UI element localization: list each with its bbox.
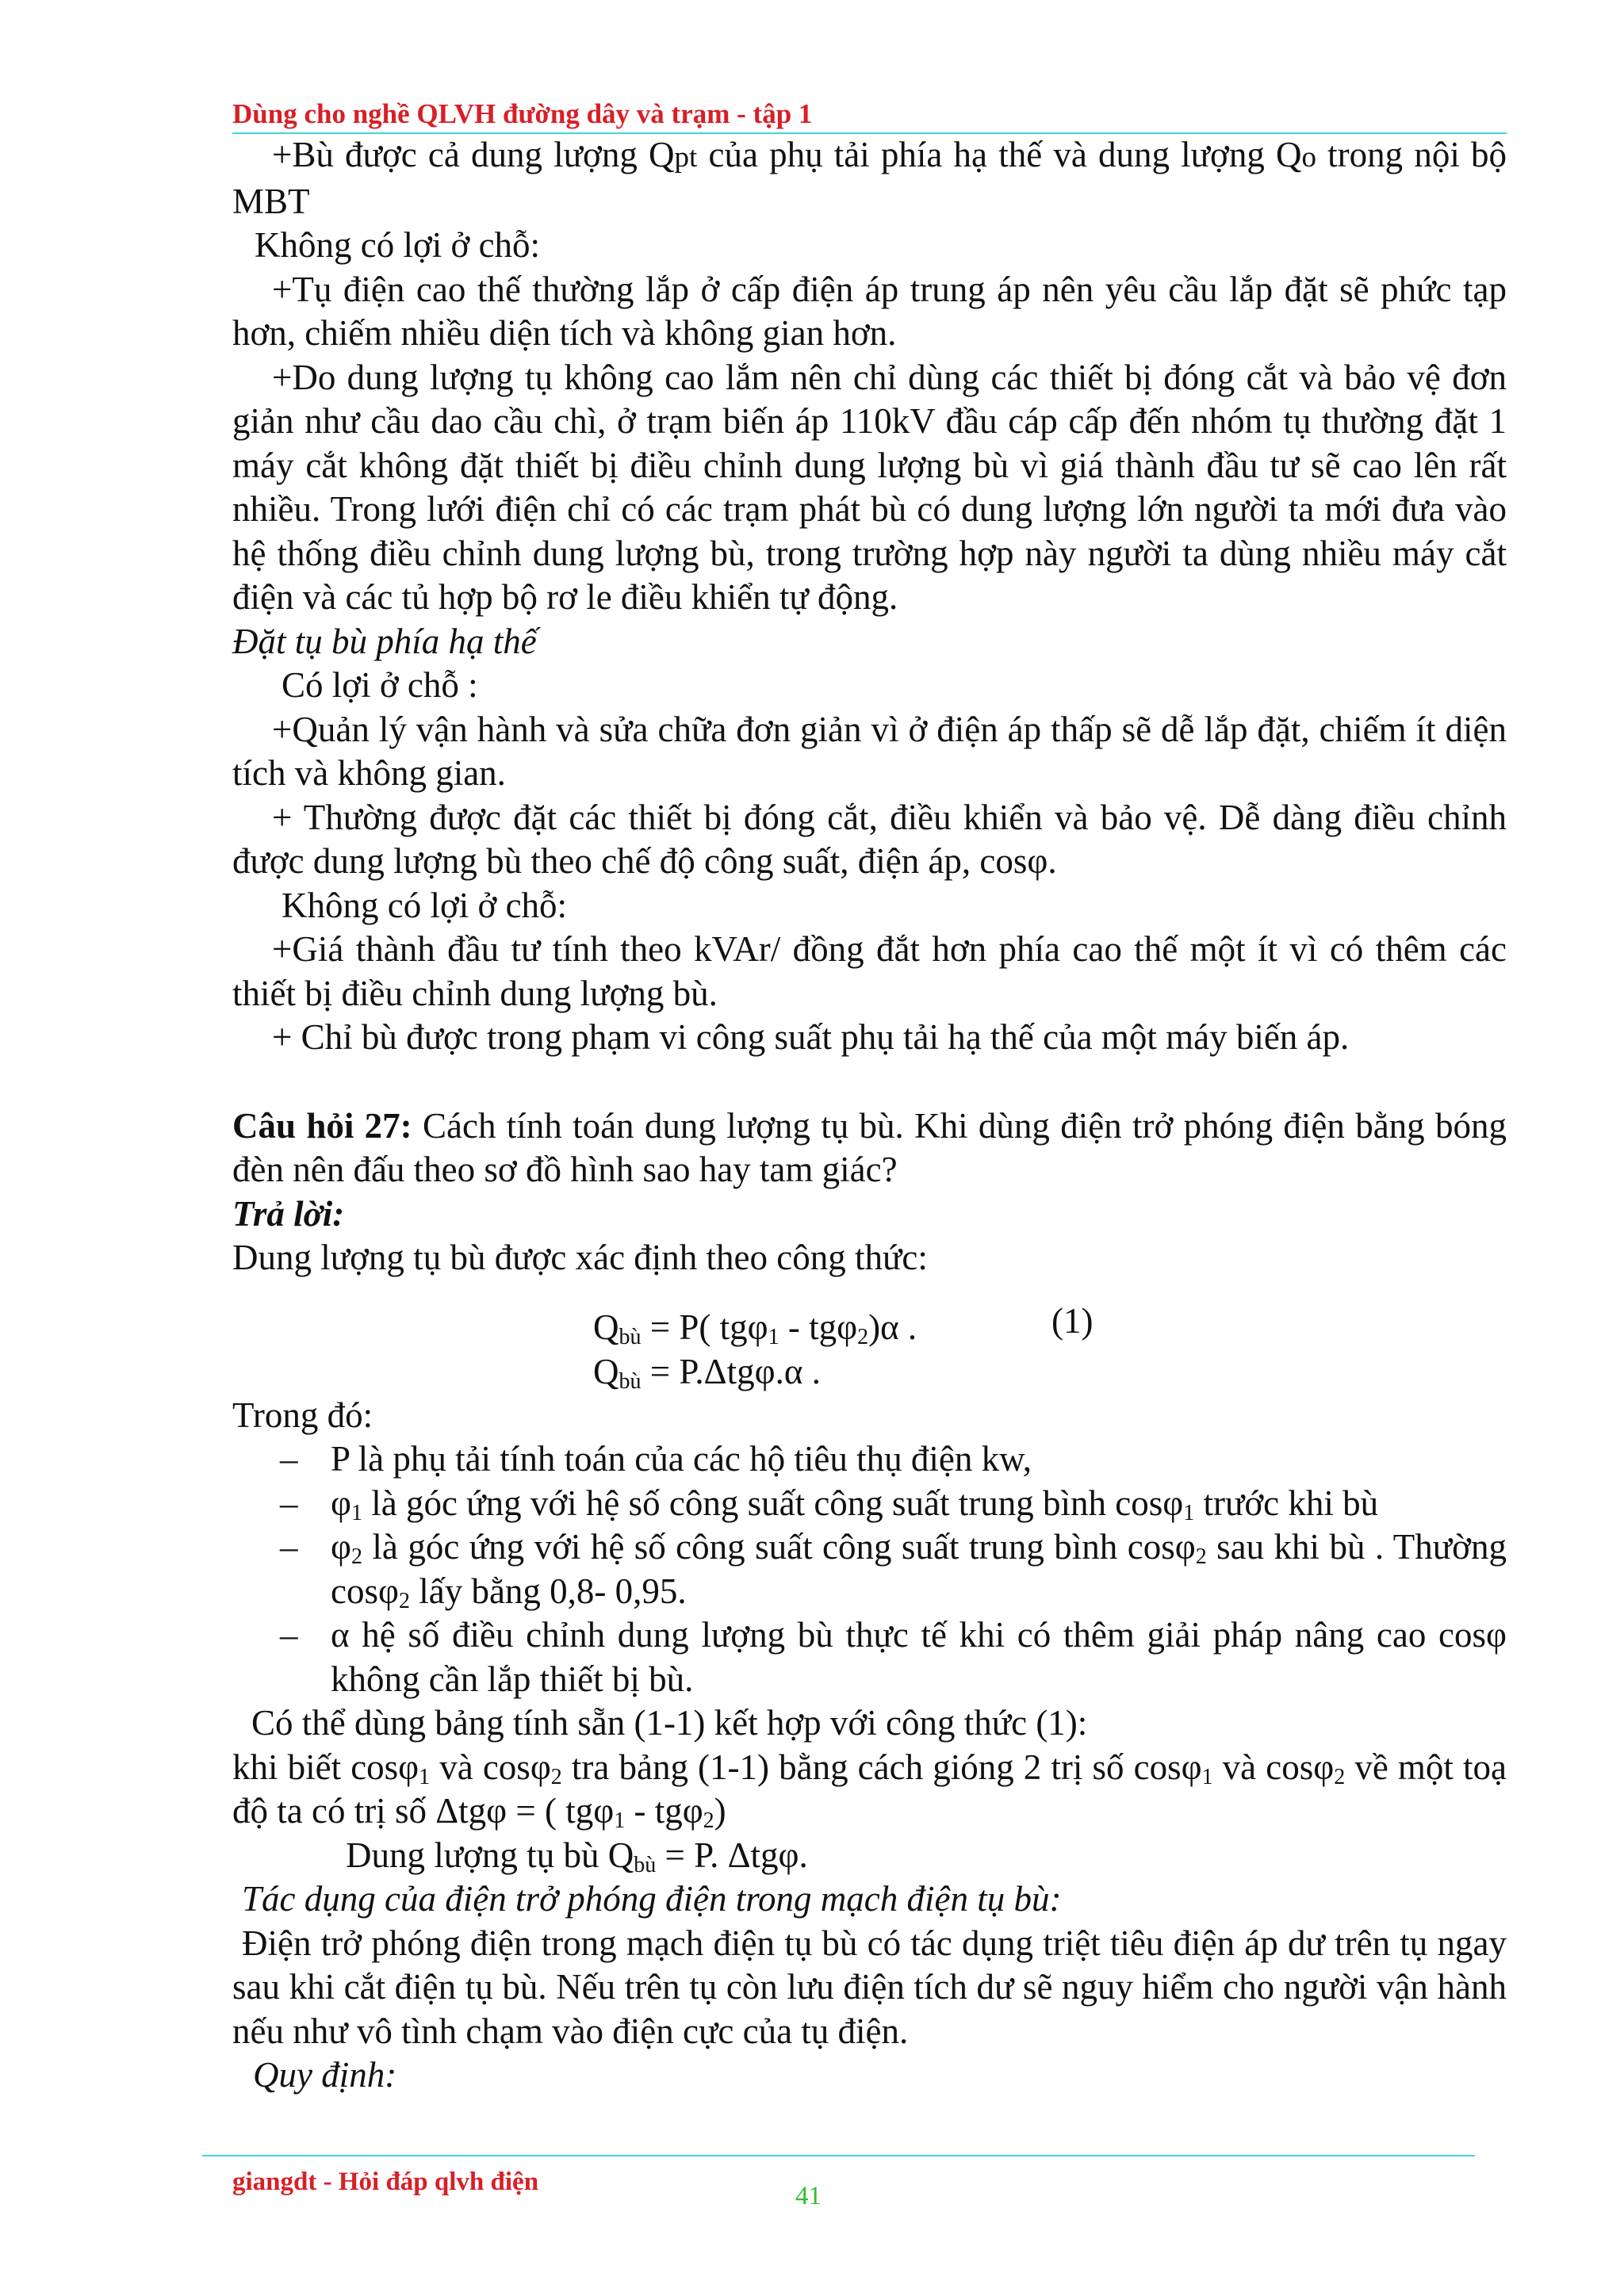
text: = P. Δtgφ. — [656, 1835, 808, 1875]
text: = P.Δtgφ.α . — [641, 1351, 821, 1391]
text: 2 — [1195, 1544, 1207, 1569]
text: 2 — [350, 1544, 362, 1569]
text: α hệ số điều chỉnh dung lượng bù thực tế khi có thêm giải pháp nâng cao cosφ không cần lắp thiết bị bù. — [331, 1615, 1507, 1699]
paragraph: Có lợi ở chỗ : — [282, 665, 478, 705]
text: 2 — [398, 1588, 410, 1613]
text: lấy bằng 0,8- 0,95. — [409, 1571, 687, 1611]
page-header: Dùng cho nghề QLVH đường dây và trạm - tập 1 — [232, 98, 813, 129]
dash-bullet: – — [280, 1615, 298, 1655]
text: khi biết cosφ — [232, 1747, 419, 1787]
page-number: 41 — [795, 2182, 822, 2210]
page-content — [232, 133, 1507, 2098]
paragraph: Không có lợi ở chỗ: — [282, 885, 568, 925]
paragraph: +Giá thành đầu tư tính theo kVAr/ đồng đắt hơn phía cao thế một ít vì có thêm các thiết bị điều chỉnh dung lượng bù. — [232, 929, 1507, 1013]
text: 1 — [350, 1500, 362, 1525]
text: Q — [593, 1351, 619, 1391]
formula-number: (1) — [1051, 1300, 1094, 1341]
answer-label: Trả lời: — [232, 1193, 345, 1234]
text: bù — [619, 1368, 642, 1394]
question-27 — [232, 1104, 1507, 1192]
text: 2 — [1334, 1764, 1346, 1789]
text: bù — [619, 1324, 642, 1349]
paragraph: +Tụ điện cao thế thường lắp ở cấp điện áp trung áp nên yêu cầu lắp đặt sẽ phức tạp hơn, chiếm nhiều diện tích và không gian hơn. — [232, 269, 1507, 353]
question-label: Câu hỏi 27: — [232, 1105, 412, 1146]
list-item — [232, 1482, 1507, 1526]
paragraph: Điện trở phóng điện trong mạch điện tụ bù có tác dụng triệt tiêu điện áp dư trên tụ ngay sau khi cắt điện tụ bù. Nếu trên tụ còn lưu điện tích dư sẽ nguy hiểm cho người vận hành nếu như vô tình chạm vào điện cực của tụ điện. — [232, 1923, 1507, 2051]
text: = P( tgφ — [641, 1307, 768, 1347]
text: 1 — [768, 1324, 779, 1349]
dash-bullet: – — [280, 1439, 298, 1479]
dash-bullet: – — [280, 1483, 298, 1523]
paragraph — [232, 1834, 1507, 1878]
text: của phụ tải phía hạ thế và dung lượng Q — [697, 135, 1302, 174]
subheading: Quy định: — [253, 2055, 397, 2095]
text: φ — [331, 1527, 351, 1567]
page-footer: giangdt - Hỏi đáp qlvh điện — [232, 2168, 539, 2196]
dash-bullet: – — [280, 1527, 298, 1567]
text: o — [1301, 141, 1316, 174]
text: Q — [593, 1307, 619, 1347]
paragraph: Không có lợi ở chỗ: — [255, 225, 541, 265]
paragraph — [232, 133, 1507, 224]
text: 1 — [1183, 1500, 1195, 1525]
text: là góc ứng với hệ số công suất công suất trung bình cosφ — [362, 1527, 1196, 1567]
question-text: Cách tính toán dung lượng tụ bù. Khi dùng điện trở phóng điện bằng bóng đèn nên đấu theo sơ đồ hình sao hay tam giác? — [232, 1105, 1507, 1189]
text: +Bù được cả dung lượng Q — [272, 135, 675, 174]
paragraph: +Do dung lượng tụ không cao lắm nên chỉ dùng các thiết bị đóng cắt và bảo vệ đơn giản như cầu dao cầu chì, ở trạm biến áp 110kV đầu cáp cấp đến nhóm tụ thường đặt 1 máy cắt không đặt thiết bị điều chỉnh dung lượng bù vì giá thành đầu tư sẽ cao lên rất nhiều. Trong lưới điện chỉ có các trạm phát bù có dung lượng lớn người ta mới đưa vào hệ thống điều chỉnh dung lượng bù, trong trường hợp này người ta dùng nhiều máy cắt điện và các tủ hợp bộ rơ le điều khiển tự động. — [232, 357, 1507, 617]
formula-1 — [593, 1306, 917, 1350]
text: về một toạ độ ta có trị số Δtgφ = ( tgφ — [232, 1747, 1507, 1831]
text: 1 — [614, 1808, 626, 1833]
paragraph: Có thể dùng bảng tính sẵn (1-1) kết hợp với công thức (1): — [251, 1703, 1088, 1743]
text: là góc ứng với hệ số công suất công suất trung bình cosφ — [362, 1483, 1184, 1523]
text: 2 — [703, 1808, 714, 1833]
list-item — [232, 1525, 1507, 1613]
text: - tgφ — [779, 1307, 858, 1347]
text: ) — [714, 1791, 726, 1831]
text: trước khi bù — [1194, 1483, 1379, 1523]
text: 1 — [419, 1764, 431, 1789]
text: trong nội bộ MBT — [232, 135, 1507, 221]
text: và cosφ — [1212, 1747, 1335, 1787]
subheading: Tác dụng của điện trở phóng điện trong mạch điện tụ bù: — [242, 1879, 1062, 1919]
text: tra bảng (1-1) bằng cách gióng 2 trị số cosφ — [561, 1747, 1202, 1787]
paragraph: Dung lượng tụ bù được xác định theo công thức: — [232, 1238, 928, 1277]
text: 2 — [550, 1764, 562, 1789]
text: bù — [634, 1852, 657, 1877]
footer-rule — [202, 2155, 1475, 2156]
formula-2 — [593, 1350, 821, 1395]
text: và cosφ — [430, 1747, 551, 1787]
paragraph — [232, 1746, 1507, 1834]
list-item — [232, 1613, 1507, 1701]
text: P là phụ tải tính toán của các hộ tiêu thụ điện kw, — [331, 1439, 1032, 1479]
paragraph: +Quản lý vận hành và sửa chữa đơn giản vì ở điện áp thấp sẽ dễ lắp đặt, chiếm ít diện tích và không gian. — [232, 709, 1507, 793]
text: )α . — [868, 1307, 917, 1347]
paragraph: + Thường được đặt các thiết bị đóng cắt, điều khiển và bảo vệ. Dễ dàng điều chỉnh được dung lượng bù theo chế độ công suất, điện áp, cosφ. — [232, 797, 1507, 881]
list-item — [232, 1437, 1507, 1482]
text: - tgφ — [625, 1791, 703, 1831]
text: 2 — [857, 1324, 869, 1349]
text: φ — [331, 1483, 351, 1523]
paragraph: + Chỉ bù được trong phạm vi công suất phụ tải hạ thế của một máy biến áp. — [272, 1017, 1350, 1057]
text: Dung lượng tụ bù Q — [346, 1835, 634, 1875]
text: sau khi bù . Thường cosφ — [331, 1527, 1507, 1611]
text: pt — [674, 141, 698, 174]
subheading: Đặt tụ bù phía hạ thế — [232, 621, 537, 661]
formula-block — [232, 1300, 1507, 1394]
text: 1 — [1201, 1764, 1213, 1789]
paragraph: Trong đó: — [232, 1395, 373, 1435]
